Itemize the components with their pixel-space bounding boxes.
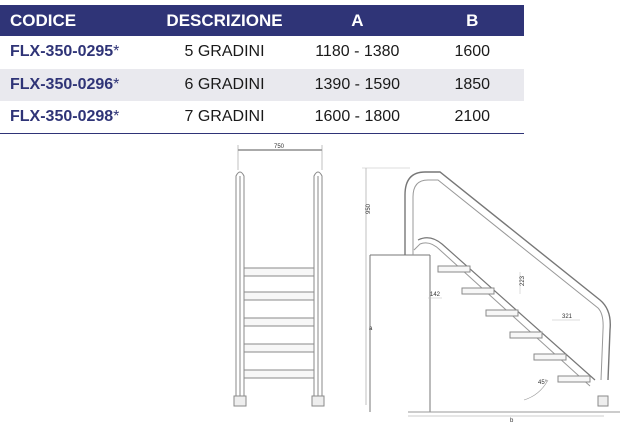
a-dimension-label: a (369, 326, 373, 332)
height-label: 950 (366, 203, 372, 214)
step-height-label: 223 (520, 275, 526, 286)
b-cell: 2100 (421, 101, 524, 134)
header-a: A (294, 5, 421, 36)
a-cell: 1600 - 1800 (294, 101, 421, 134)
product-code: FLX-350-0296 (10, 76, 114, 93)
header-code: CODICE (0, 5, 155, 36)
b-cell: 1850 (421, 69, 524, 102)
header-b: B (421, 5, 524, 36)
description-cell: 7 GRADINI (155, 101, 294, 134)
product-code: FLX-350-0298 (10, 108, 114, 125)
asterisk-mark: * (113, 108, 120, 125)
tread-label: 142 (430, 292, 441, 298)
step-depth-label: 321 (562, 314, 573, 320)
b-cell: 1600 (421, 36, 524, 69)
a-cell: 1180 - 1380 (294, 36, 421, 69)
description-cell: 6 GRADINI (155, 69, 294, 102)
a-cell: 1390 - 1590 (294, 69, 421, 102)
front-view (234, 145, 324, 406)
description-cell: 5 GRADINI (155, 36, 294, 69)
b-dimension-label: b (510, 418, 514, 424)
front-width-label: 750 (274, 144, 285, 150)
header-description: DESCRIZIONE (155, 5, 294, 36)
angle-label: 45° (538, 380, 548, 386)
side-view (362, 168, 620, 416)
asterisk-mark: * (113, 43, 120, 60)
asterisk-mark: * (113, 76, 120, 93)
product-code: FLX-350-0295 (10, 43, 114, 60)
